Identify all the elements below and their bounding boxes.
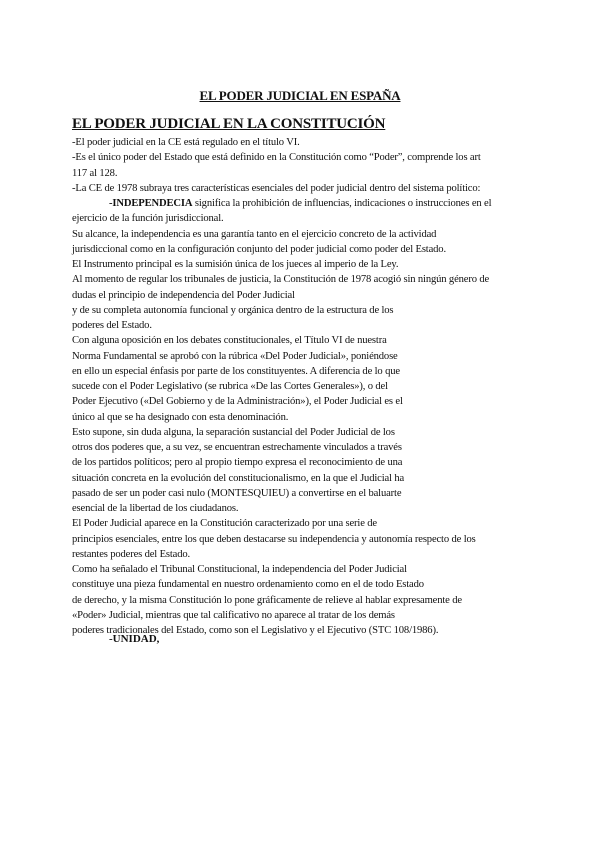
text-line: El Poder Judicial aparece en la Constitución caracterizado por una serie de — [72, 518, 377, 530]
text-line: dudas el principio de independencia del Poder Judicial — [72, 289, 295, 301]
section-heading: EL PODER JUDICIAL EN LA CONSTITUCIÓN — [72, 116, 386, 132]
text-line: significa la prohibición de influencias, indicaciones o instrucciones en el — [194, 198, 492, 209]
text-line: poderes tradicionales del Estado, como son el Legislativo y el Ejecutivo (STC 108/1986). — [72, 625, 439, 636]
text-line: en ello un especial énfasis por parte de los constituyentes. A diferencia de lo que — [72, 365, 400, 377]
text-line: jurisdiccional como en la configuración conjunto del poder judicial como poder del Estado. — [72, 243, 446, 255]
text-line: -El poder judicial en la CE está regulado en el título VI. — [72, 137, 300, 148]
text-line: situación concreta en la evolución del constitucionalismo, en la que el Judicial ha — [72, 472, 405, 484]
text-line: esencial de la libertad de los ciudadanos. — [72, 503, 239, 514]
independencia-label: -INDEPENDECIA — [109, 198, 193, 209]
text-line: -Es el único poder del Estado que está definido en la Constitución como “Poder”, comprende los art — [72, 152, 481, 164]
text-line: Como ha señalado el Tribunal Constitucional, la independencia del Poder Judicial — [72, 564, 407, 575]
text-line: sucede con el Poder Legislativo (se rubrica «De las Cortes Generales»), o del — [72, 381, 388, 392]
independencia-line — [72, 196, 532, 211]
text-line: -La CE de 1978 subraya tres características esenciales del poder judicial dentro del sistema político: — [72, 182, 481, 194]
unidad-label: -UNIDAD, — [109, 633, 160, 645]
text-line: poderes del Estado. — [72, 320, 152, 331]
text-line: Su alcance, la independencia es una garantía tanto en el ejercicio concreto de la actividad — [72, 228, 437, 240]
text-line: 117 al 128. — [72, 167, 118, 179]
text-line: Norma Fundamental se aprobó con la rúbrica «Del Poder Judicial», poniéndose — [72, 350, 398, 362]
text-line: Con alguna oposición en los debates constitucionales, el Título VI de nuestra — [72, 335, 387, 347]
text-line: único al que se ha designado con esta denominación. — [72, 411, 289, 423]
page-title: EL PODER JUDICIAL EN ESPAÑA — [199, 88, 401, 103]
text-line: Al momento de regular los tribunales de justicia, la Constitución de 1978 acogió sin ningún género de — [72, 274, 490, 286]
document-body — [72, 135, 532, 638]
text-line: principios esenciales, entre los que deben destacarse su independencia y autonomía respecto de los — [72, 533, 476, 545]
text-line: constituye una pieza fundamental en nuestro ordenamiento como en el de todo Estado — [72, 579, 424, 591]
text-line: El Instrumento principal es la sumisión única de los jueces al imperio de la Ley. — [72, 259, 399, 270]
text-line: Poder Ejecutivo («Del Gobierno y de la Administración»), el Poder Judicial es el — [72, 396, 403, 408]
text-line: otros dos poderes que, a su vez, se encuentran estrechamente vinculados a través — [72, 442, 402, 453]
text-line: de los partidos políticos; pero al propio tiempo expresa el reconocimiento de una — [72, 457, 403, 469]
text-line: ejercicio de la función jurisdiccional. — [72, 213, 224, 225]
text-line: restantes poderes del Estado. — [72, 548, 191, 560]
text-line: «Poder» Judicial, mientras que tal calificativo no aparece al tratar de los demás — [72, 609, 395, 621]
text-line: de derecho, y la misma Constitución lo pone gráficamente de relieve al hablar expresamente de — [72, 594, 462, 606]
text-line: pasado de ser un poder casi nulo (MONTESQUIEU) a convertirse en el baluarte — [72, 487, 402, 499]
text-line: y de su completa autonomía funcional y orgánica dentro de la estructura de los — [72, 304, 394, 316]
text-line: Esto supone, sin duda alguna, la separación sustancial del Poder Judicial de los — [72, 426, 395, 438]
